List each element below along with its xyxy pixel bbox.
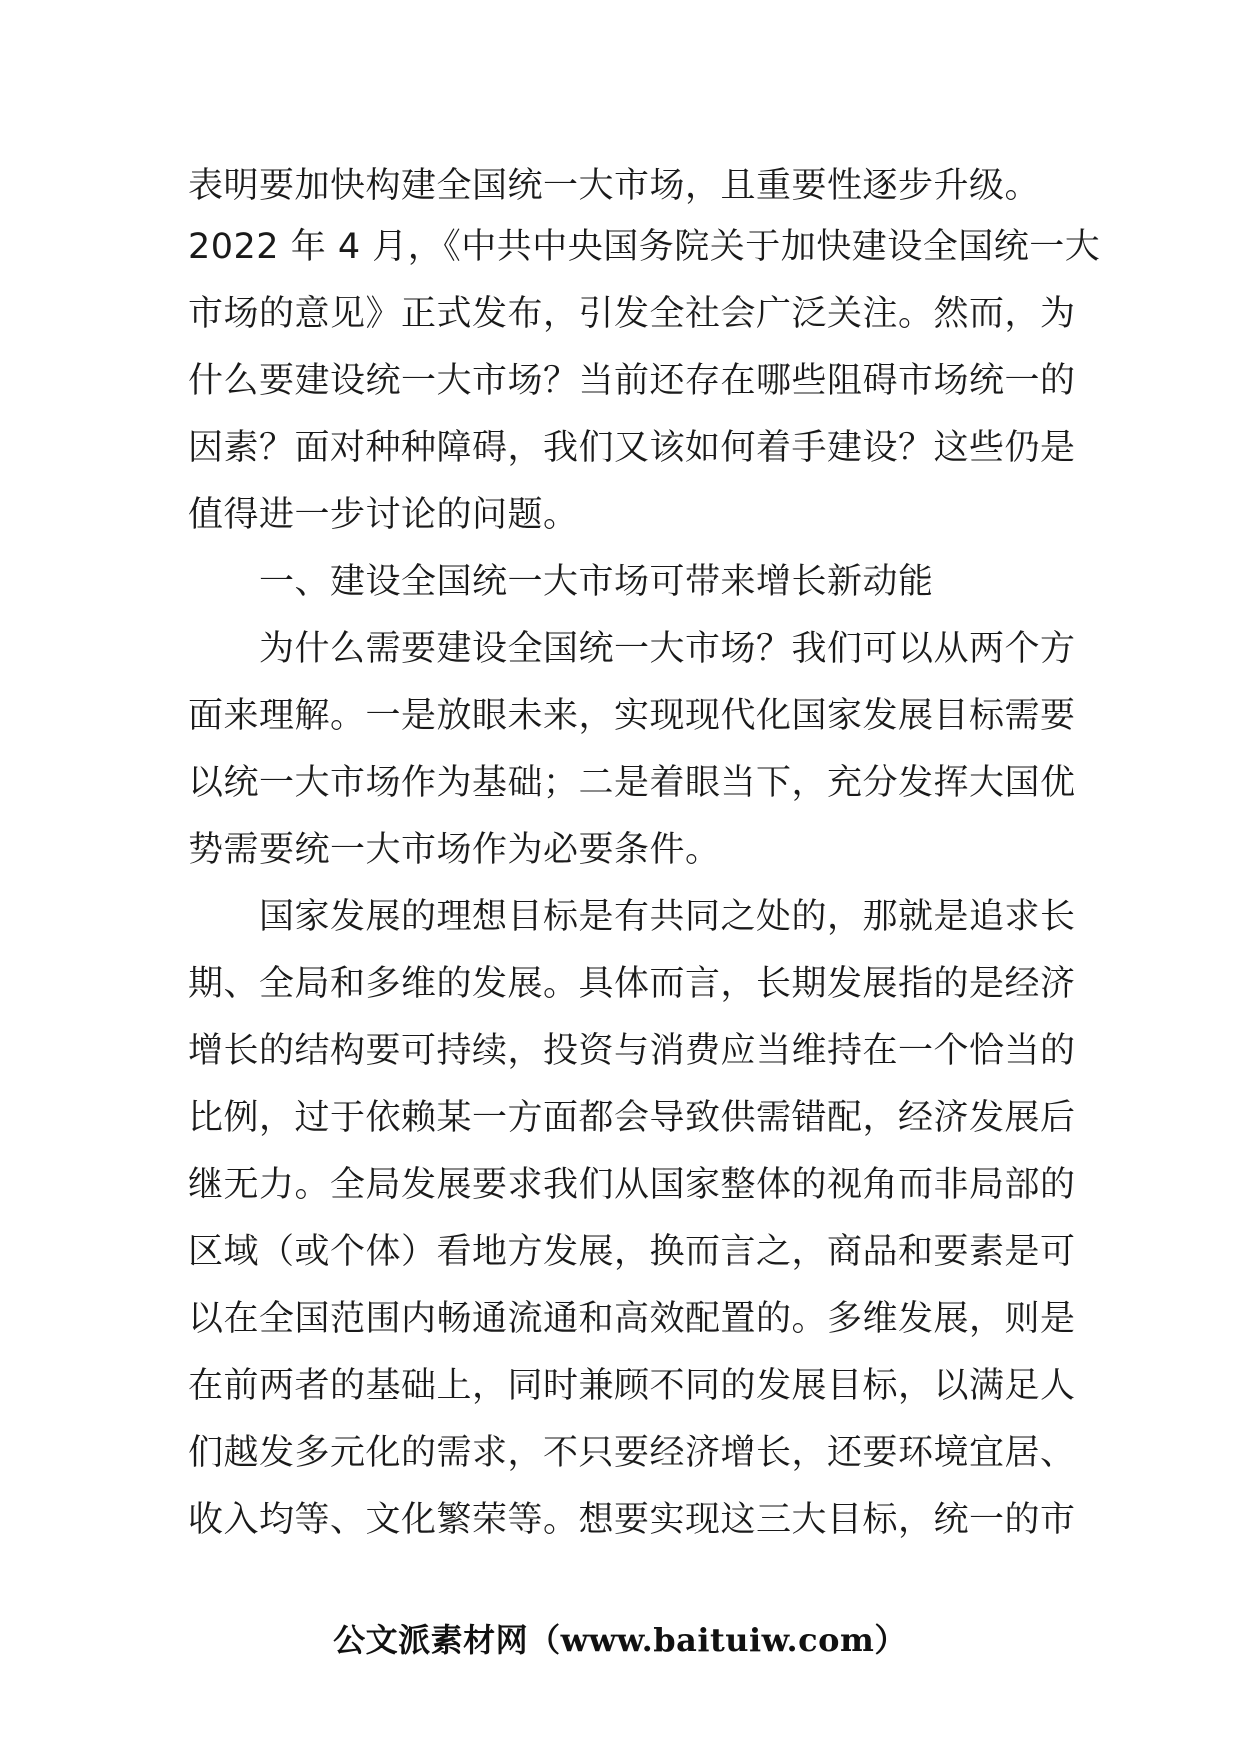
text-line: 值得进一步讨论的问题。 <box>188 495 579 535</box>
text-line: 们越发多元化的需求，不只要经济增长，还要环境宜居、 <box>188 1433 1076 1473</box>
text-line: 收入均等、文化繁荣等。想要实现这三大目标，统一的市 <box>188 1500 1076 1540</box>
text-line: 什么要建设统一大市场？当前还存在哪些阻碍市场统一的 <box>188 361 1076 401</box>
text-line: 因素？面对种种障碍，我们又该如何着手建设？这些仍是 <box>188 428 1076 468</box>
section-heading: 一、建设全国统一大市场可带来增长新动能 <box>188 562 934 602</box>
text-line: 为什么需要建设全国统一大市场？我们可以从两个方 <box>188 629 1076 669</box>
text-line: 增长的结构要可持续，投资与消费应当维持在一个恰当的 <box>188 1031 1076 1071</box>
text-line: 区域（或个体）看地方发展，换而言之，商品和要素是可 <box>188 1232 1076 1272</box>
body-text <box>188 158 1101 1554</box>
text-line: 市场的意见》正式发布，引发全社会广泛关注。然而，为 <box>188 294 1076 334</box>
text-line: 表明要加快构建全国统一大市场，且重要性逐步升级。 <box>188 166 1041 206</box>
text-line: 继无力。全局发展要求我们从国家整体的视角而非局部的 <box>188 1165 1076 1205</box>
text-line: 比例，过于依赖某一方面都会导致供需错配，经济发展后 <box>188 1098 1076 1138</box>
text-line: 国家发展的理想目标是有共同之处的，那就是追求长 <box>188 897 1076 937</box>
text-line: 期、全局和多维的发展。具体而言，长期发展指的是经济 <box>188 964 1076 1004</box>
page-footer: 公文派素材网（www.baituiw.com） <box>333 1621 907 1659</box>
text-line: 以统一大市场作为基础；二是着眼当下，充分发挥大国优 <box>188 763 1076 803</box>
text-line: 势需要统一大市场作为必要条件。 <box>188 830 721 870</box>
text-line: 面来理解。一是放眼未来，实现现代化国家发展目标需要 <box>188 696 1076 736</box>
text-line: 在前两者的基础上，同时兼顾不同的发展目标，以满足人 <box>188 1366 1076 1406</box>
text-line: 2022 年 4 月，《中共中央国务院关于加快建设全国统一大 <box>188 227 1101 267</box>
text-line: 以在全国范围内畅通流通和高效配置的。多维发展，则是 <box>188 1299 1076 1339</box>
